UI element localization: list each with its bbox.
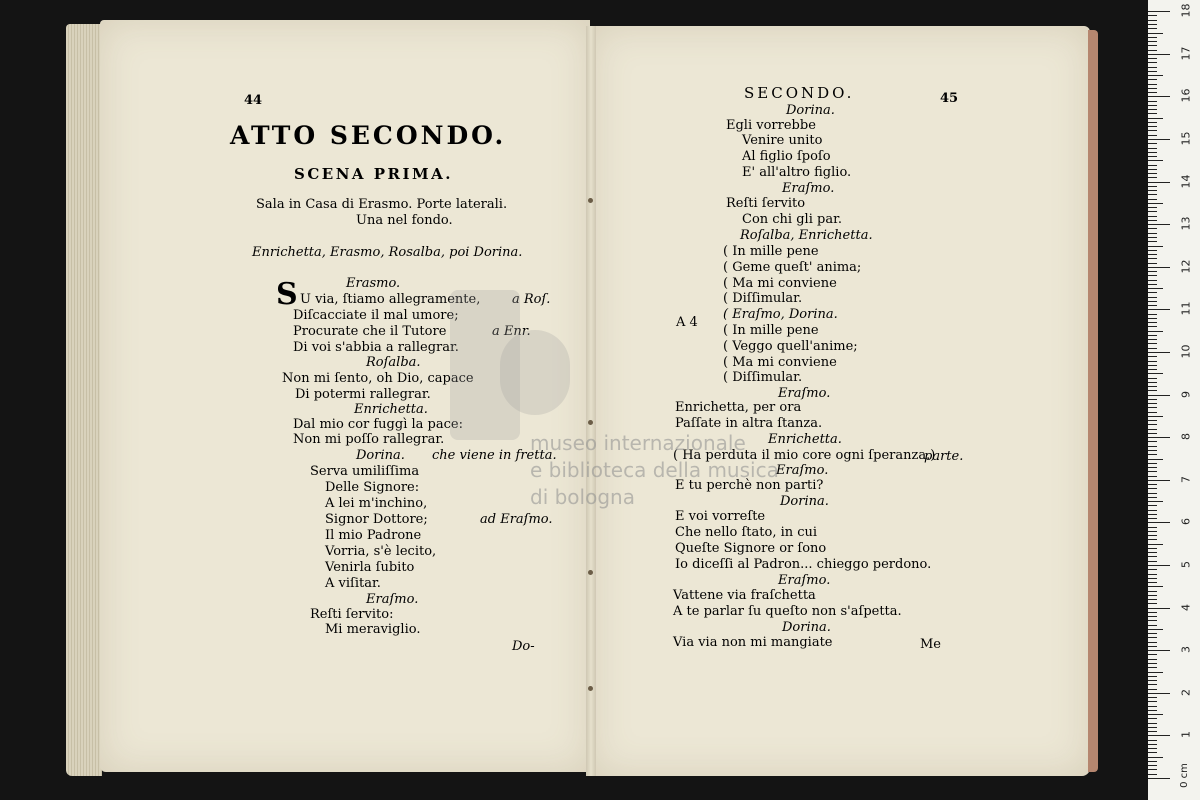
ruler-tick [1148, 148, 1157, 149]
ruler-tick [1148, 633, 1157, 634]
ruler-tick [1148, 356, 1157, 357]
ruler-tick [1148, 190, 1157, 191]
ruler-tick [1148, 450, 1157, 451]
watermark-text-line-3: di bologna [530, 485, 635, 509]
ruler-tick [1148, 220, 1157, 221]
ruler-tick [1148, 343, 1157, 344]
binding-stitch [588, 420, 593, 425]
ruler-tick [1148, 433, 1157, 434]
verse-line: ( In mille pene [723, 323, 819, 338]
ruler-tick [1148, 505, 1157, 506]
watermark-text-line-2: e biblioteca della musica [530, 458, 779, 482]
ruler-number: 11 [1179, 301, 1193, 316]
ruler-tick [1148, 574, 1157, 575]
ruler-tick [1148, 740, 1157, 741]
ruler-tick [1148, 199, 1157, 200]
ruler-tick [1148, 250, 1157, 251]
ruler-tick [1148, 258, 1157, 259]
ruler-tick [1148, 744, 1157, 745]
catchword: Do- [512, 639, 535, 654]
verse-line: ( Ha perduta il mio core ogni ſperanza.) [673, 448, 936, 463]
verse-line: Di voi s'abbia a rallegrar. [293, 340, 459, 355]
ruler-tick [1148, 246, 1163, 247]
ruler-tick [1148, 352, 1170, 353]
ruler-tick [1148, 407, 1157, 408]
ruler-tick [1148, 254, 1157, 255]
verse-line: Procurate che il Tutore [293, 324, 447, 339]
ruler-tick [1148, 714, 1163, 715]
ruler-tick [1148, 339, 1157, 340]
ruler-tick [1148, 531, 1157, 532]
ruler-tick [1148, 497, 1157, 498]
ruler-tick [1148, 382, 1157, 383]
ruler-tick [1148, 467, 1157, 468]
ruler-tick [1148, 369, 1157, 370]
ruler-tick [1148, 510, 1157, 511]
verse-line: Venire unito [742, 133, 823, 148]
ruler-tick [1148, 578, 1157, 579]
verse-line: Paſſate in altra ſtanza. [675, 416, 823, 431]
ruler-number: 6 [1179, 518, 1193, 526]
ruler-tick [1148, 297, 1157, 298]
setting-line-2: Una nel fondo. [356, 213, 453, 228]
ruler-tick [1148, 216, 1157, 217]
verse-line: ( Veggo quell'anime; [723, 339, 858, 354]
ruler-tick [1148, 28, 1157, 29]
ruler-tick [1148, 493, 1157, 494]
verse-line: ( Geme queſt' anima; [723, 260, 862, 275]
ruler-tick [1148, 326, 1157, 327]
verse-line: Di potermi rallegrar. [295, 387, 431, 402]
verse-line: Venirla ſubito [325, 560, 415, 575]
ruler-tick [1148, 603, 1157, 604]
verse-line: Enrichetta, per ora [675, 400, 802, 415]
ruler-tick [1148, 331, 1163, 332]
ruler-tick [1148, 50, 1157, 51]
ruler-tick [1148, 723, 1157, 724]
ruler-tick [1148, 586, 1163, 587]
book-gutter [586, 26, 596, 776]
speaker-label: Dorina. [356, 448, 405, 463]
ruler-tick [1148, 476, 1157, 477]
verse-line: A te parlar ſu queſto non s'aſpetta. [673, 604, 902, 619]
ruler-tick [1148, 118, 1163, 119]
ruler-tick [1148, 322, 1157, 323]
right-page [592, 26, 1090, 776]
ruler-tick [1148, 612, 1157, 613]
verse-line: ( Ma mi conviene [723, 355, 837, 370]
ruler-tick [1148, 637, 1157, 638]
speaker-label: Dorina. [780, 494, 829, 509]
ruler-tick [1148, 309, 1170, 310]
ruler-tick [1148, 599, 1157, 600]
ruler-tick [1148, 565, 1170, 566]
ruler-tick [1148, 67, 1157, 68]
binding-stitch [588, 686, 593, 691]
scene-title: SCENA PRIMA. [294, 165, 454, 183]
verse-line: Serva umiliſſima [310, 464, 420, 479]
ruler-tick [1148, 165, 1157, 166]
speaker-label: Roſalba, Enrichetta. [740, 228, 873, 243]
ruler-tick [1148, 292, 1157, 293]
ruler-tick [1148, 139, 1170, 140]
ruler-tick [1148, 663, 1157, 664]
ruler-tick [1148, 33, 1163, 34]
ruler-tick [1148, 595, 1157, 596]
verse-line: A lei m'inchino, [325, 496, 428, 511]
speaker-label: Dorina. [786, 103, 835, 118]
ruler-tick [1148, 514, 1157, 515]
right-page-number: 45 [940, 91, 959, 106]
book-cover-edge [1088, 30, 1098, 772]
verse-line: Il mio Padrone [325, 528, 422, 543]
a4-label: A 4 [676, 315, 698, 330]
ruler-tick [1148, 75, 1163, 76]
binding-stitch [588, 198, 593, 203]
verse-line: Che nello ſtato, in cui [675, 525, 818, 540]
ruler-tick [1148, 263, 1157, 264]
ruler-tick [1148, 284, 1157, 285]
verse-line: E voi vorreſte [675, 509, 766, 524]
ruler-tick [1148, 211, 1157, 212]
ruler-tick [1148, 718, 1157, 719]
ruler-tick [1148, 88, 1157, 89]
ruler-tick [1148, 11, 1170, 12]
ruler-tick [1148, 109, 1157, 110]
ruler-number: 8 [1179, 433, 1193, 441]
verse-line: Con chi gli par. [742, 212, 842, 227]
ruler-tick [1148, 689, 1157, 690]
ruler-tick [1148, 135, 1157, 136]
ruler-tick [1148, 629, 1163, 630]
ruler-tick [1148, 79, 1157, 80]
ruler-number: 18 [1179, 3, 1193, 18]
ruler-tick [1148, 113, 1157, 114]
catchword: Me [920, 637, 942, 652]
ruler-tick [1148, 488, 1157, 489]
characters-line: Enrichetta, Erasmo, Rosalba, poi Dorina. [252, 245, 523, 260]
ruler-tick [1148, 556, 1157, 557]
verse-line: ( Ma mi conviene [723, 276, 837, 291]
verse-line: Queſte Signore or ſono [675, 541, 827, 556]
ruler-tick [1148, 348, 1157, 349]
ruler-tick [1148, 437, 1170, 438]
ruler-tick [1148, 701, 1157, 702]
ruler-tick [1148, 224, 1170, 225]
ruler-tick [1148, 646, 1157, 647]
ruler-tick [1148, 130, 1157, 131]
verse-line: Via via non mi mangiate [673, 635, 833, 650]
ruler-tick [1148, 275, 1157, 276]
ruler-tick [1148, 280, 1157, 281]
ruler-tick [1148, 41, 1157, 42]
stage-note: che viene in fretta. [432, 448, 557, 463]
stage-note: parte. [924, 449, 964, 464]
ruler-tick [1148, 24, 1157, 25]
ruler-tick [1148, 727, 1157, 728]
ruler-tick [1148, 774, 1157, 775]
ruler-tick [1148, 241, 1157, 242]
verse-line: Non mi ſento, oh Dio, capace [282, 371, 474, 386]
ruler-tick [1148, 650, 1170, 651]
ruler-tick [1148, 710, 1157, 711]
ruler-tick [1148, 186, 1157, 187]
ruler-number: 10 [1179, 344, 1193, 359]
ruler-number: 13 [1179, 216, 1193, 231]
act-title: ATTO SECONDO. [230, 121, 507, 150]
verse-line: E' all'altro figlio. [742, 165, 852, 180]
ruler-number: 7 [1179, 475, 1193, 483]
ruler-tick [1148, 522, 1170, 523]
ruler-tick [1148, 143, 1157, 144]
speaker-label: Roſalba. [366, 355, 421, 370]
ruler-tick [1148, 37, 1157, 38]
ruler-tick [1148, 454, 1157, 455]
ruler-tick [1148, 105, 1157, 106]
ruler-tick [1148, 778, 1170, 779]
ruler-tick [1148, 318, 1157, 319]
ruler-number: 14 [1179, 174, 1193, 189]
ruler-tick [1148, 378, 1157, 379]
verse-line: Dal mio cor fuggì la pace: [293, 417, 463, 432]
ruler-tick [1148, 539, 1157, 540]
ruler-tick [1148, 424, 1157, 425]
ruler-tick [1148, 412, 1157, 413]
ruler-tick [1148, 160, 1163, 161]
ruler-tick [1148, 96, 1170, 97]
ruler-tick [1148, 194, 1157, 195]
ruler-tick [1148, 659, 1157, 660]
ruler-tick [1148, 182, 1170, 183]
verse-line: ( Diſſimular. [723, 370, 803, 385]
ruler-tick [1148, 361, 1157, 362]
ruler-tick [1148, 548, 1157, 549]
ruler-tick [1148, 305, 1157, 306]
ruler-tick [1148, 54, 1170, 55]
ruler-tick [1148, 271, 1157, 272]
ruler-number: 12 [1179, 259, 1193, 274]
ruler-tick [1148, 228, 1157, 229]
ruler-tick [1148, 667, 1157, 668]
ruler-tick [1148, 591, 1157, 592]
ruler-tick [1148, 735, 1170, 736]
ruler-tick [1148, 731, 1157, 732]
ruler-tick [1148, 608, 1170, 609]
verse-line: Diſcacciate il mal umore; [293, 308, 459, 323]
ruler-tick [1148, 169, 1157, 170]
ruler-tick [1148, 429, 1157, 430]
ruler-tick [1148, 207, 1157, 208]
ruler-tick [1148, 335, 1157, 336]
verse-line: Signor Dottore; [325, 512, 428, 527]
ruler-tick [1148, 58, 1157, 59]
stage-note: a Enr. [492, 324, 531, 339]
ruler-tick [1148, 15, 1157, 16]
running-head: SECONDO. [744, 84, 855, 102]
ruler-tick [1148, 365, 1157, 366]
speaker-label: Enrichetta. [768, 432, 842, 447]
ruler-tick [1148, 237, 1157, 238]
ruler-tick [1148, 62, 1157, 63]
ruler-tick [1148, 582, 1157, 583]
ruler-tick [1148, 92, 1157, 93]
stage-note: ad Eraſmo. [480, 512, 553, 527]
ruler-number: 2 [1179, 688, 1193, 696]
ruler-tick [1148, 373, 1163, 374]
drop-cap: S [276, 277, 298, 312]
ruler-tick [1148, 459, 1163, 460]
ruler-tick [1148, 527, 1157, 528]
ruler-tick [1148, 761, 1157, 762]
ruler-tick [1148, 446, 1157, 447]
ruler-tick [1148, 20, 1157, 21]
ruler-tick [1148, 765, 1157, 766]
ruler-tick [1148, 484, 1157, 485]
ruler-tick [1148, 314, 1157, 315]
ruler-tick [1148, 676, 1157, 677]
page-edges [66, 24, 102, 776]
speaker-label: Eraſmo. [366, 592, 419, 607]
ruler-number: 17 [1179, 46, 1193, 61]
ruler-tick [1148, 395, 1170, 396]
watermark-logo [500, 330, 570, 415]
ruler-tick [1148, 561, 1157, 562]
verse-line: Reſti ſervito [726, 196, 806, 211]
ruler-number: 5 [1179, 561, 1193, 568]
ruler-tick [1148, 203, 1163, 204]
ruler-tick [1148, 288, 1163, 289]
ruler-tick [1148, 752, 1157, 753]
ruler-tick [1148, 769, 1157, 770]
ruler-tick [1148, 552, 1157, 553]
ruler-tick [1148, 544, 1163, 545]
ruler-tick [1148, 126, 1157, 127]
stage-note: a Roſ. [512, 292, 551, 307]
verse-line: Non mi poſſo rallegrar. [293, 432, 445, 447]
ruler-tick [1148, 616, 1157, 617]
left-page-number: 44 [244, 93, 263, 108]
ruler-tick [1148, 399, 1157, 400]
ruler-number: 16 [1179, 88, 1193, 103]
speaker-label: Eraſmo. [778, 573, 831, 588]
verse-line: U via, ſtiamo allegramente, [300, 292, 481, 307]
ruler-tick [1148, 403, 1157, 404]
ruler-tick [1148, 642, 1157, 643]
setting-line-1: Sala in Casa di Erasmo. Porte laterali. [256, 197, 508, 212]
ruler-tick [1148, 680, 1157, 681]
ruler-tick [1148, 672, 1163, 673]
measurement-ruler [1148, 0, 1200, 800]
speaker-label: Erasmo. [346, 276, 401, 291]
ruler-tick [1148, 471, 1157, 472]
ruler-tick [1148, 569, 1157, 570]
ruler-tick [1148, 535, 1157, 536]
ruler-tick [1148, 620, 1157, 621]
verse-line: ( Diſſimular. [723, 291, 803, 306]
ruler-unit-label: 0 cm [1178, 763, 1190, 788]
ruler-tick [1148, 697, 1157, 698]
ruler-tick [1148, 441, 1157, 442]
binding-stitch [588, 570, 593, 575]
ruler-tick [1148, 71, 1157, 72]
verse-line: Delle Signore: [325, 480, 420, 495]
verse-line: Vorria, s'è lecito, [325, 544, 437, 559]
speaker-label: ( Eraſmo, Dorina. [723, 307, 838, 322]
verse-line: ( In mille pene [723, 244, 819, 259]
ruler-tick [1148, 693, 1170, 694]
ruler-tick [1148, 122, 1157, 123]
verse-line: A viſitar. [325, 576, 381, 591]
watermark-text-line-1: museo internazionale [530, 431, 746, 455]
ruler-number: 9 [1179, 390, 1193, 398]
ruler-tick [1148, 156, 1157, 157]
ruler-tick [1148, 267, 1170, 268]
ruler-number: 15 [1179, 131, 1193, 146]
ruler-tick [1148, 625, 1157, 626]
ruler-tick [1148, 386, 1157, 387]
ruler-number: 4 [1179, 603, 1193, 611]
ruler-tick [1148, 301, 1157, 302]
ruler-number: 1 [1179, 731, 1193, 739]
ruler-tick [1148, 684, 1157, 685]
speaker-label: Eraſmo. [778, 386, 831, 401]
ruler-tick [1148, 45, 1157, 46]
ruler-tick [1148, 177, 1157, 178]
speaker-label: Dorina. [782, 620, 831, 635]
ruler-tick [1148, 518, 1157, 519]
verse-line: Mi meraviglio. [325, 622, 421, 637]
ruler-tick [1148, 748, 1157, 749]
ruler-tick [1148, 152, 1157, 153]
verse-line: Al figlio ſpoſo [742, 149, 831, 164]
verse-line: Egli vorrebbe [726, 118, 816, 133]
speaker-label: Eraſmo. [782, 181, 835, 196]
verse-line: Io diceſſi al Padron... chieggo perdono. [675, 557, 932, 572]
ruler-number: 3 [1179, 646, 1193, 654]
speaker-label: Enrichetta. [354, 402, 428, 417]
speaker-label: Eraſmo. [776, 463, 829, 478]
ruler-tick [1148, 420, 1157, 421]
verse-line: E tu perchè non parti? [675, 478, 824, 493]
ruler-tick [1148, 416, 1163, 417]
ruler-tick [1148, 233, 1157, 234]
ruler-tick [1148, 84, 1157, 85]
ruler-tick [1148, 390, 1157, 391]
verse-line: Vattene via fraſchetta [673, 588, 816, 603]
ruler-tick [1148, 706, 1157, 707]
ruler-tick [1148, 501, 1163, 502]
ruler-tick [1148, 480, 1170, 481]
ruler-tick [1148, 173, 1157, 174]
ruler-tick [1148, 463, 1157, 464]
ruler-tick [1148, 654, 1157, 655]
verse-line: Reſti ſervito: [310, 607, 394, 622]
ruler-tick [1148, 757, 1163, 758]
ruler-tick [1148, 101, 1157, 102]
